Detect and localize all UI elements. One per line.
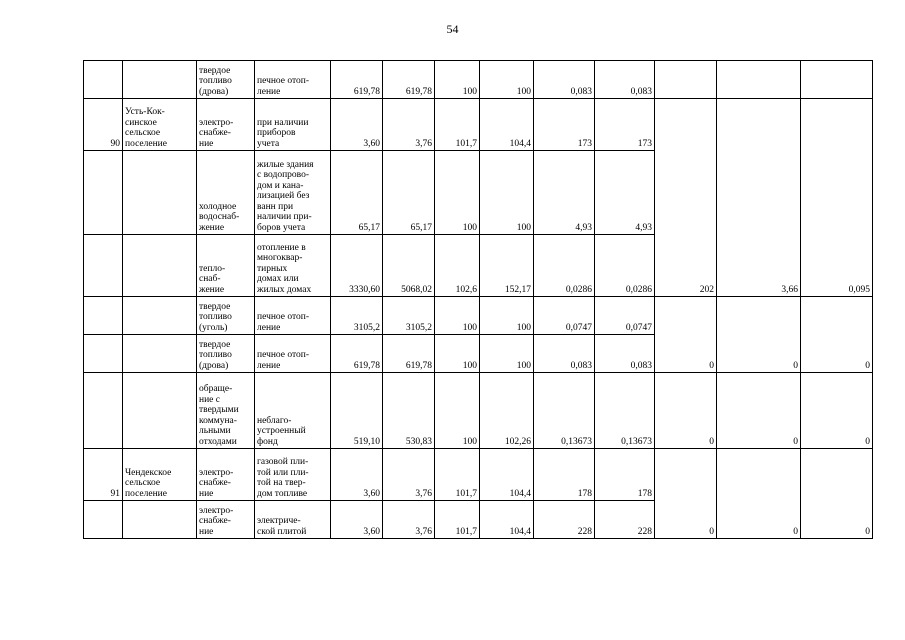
value-cell-6: [595, 151, 655, 235]
value-cell-2-text: 3,76: [415, 526, 432, 537]
value-cell-1-text: 3,60: [363, 138, 380, 149]
group-value-cell-3-text: 0: [865, 360, 870, 371]
value-cell-3-text: 101,7: [455, 526, 477, 537]
group-value-cell-1-text: 0: [709, 526, 714, 537]
value-cell-4: [480, 151, 534, 235]
condition-cell-text: электриче- ской плитой: [257, 516, 307, 537]
group-value-cell-1: [655, 297, 717, 373]
value-cell-2: [383, 235, 435, 297]
value-cell-1-text: 3,60: [363, 488, 380, 499]
value-cell-4-text: 100: [516, 322, 531, 333]
value-cell-3: [435, 61, 480, 99]
value-cell-4: [480, 297, 534, 335]
group-value-cell-2: [717, 449, 801, 539]
condition-cell-text: неблаго- устроенный фонд: [257, 415, 306, 447]
row-number-cell-text: 91: [110, 488, 120, 499]
table-row: [84, 61, 873, 99]
group-value-cell-2: [717, 297, 801, 373]
group-value-cell-1: [655, 99, 717, 297]
value-cell-6-text: 0,0286: [625, 284, 652, 295]
value-cell-3-text: 100: [462, 322, 477, 333]
group-value-cell-2: [717, 99, 801, 297]
value-cell-5: [534, 235, 595, 297]
row-number-cell: [84, 151, 123, 235]
value-cell-4-text: 100: [516, 222, 531, 233]
value-cell-5: [534, 297, 595, 335]
value-cell-2-text: 619,78: [405, 86, 432, 97]
value-cell-2-text: 3,76: [415, 138, 432, 149]
empty-cell: [717, 61, 801, 99]
group-value-cell-3-text: 0: [865, 436, 870, 447]
value-cell-2: [383, 61, 435, 99]
value-cell-2-text: 65,17: [410, 222, 432, 233]
value-cell-5-text: 0,13673: [561, 436, 592, 447]
value-cell-6: [595, 297, 655, 335]
value-cell-3-text: 100: [462, 436, 477, 447]
service-cell-text: электро- снабже- ние: [199, 117, 234, 149]
settlement-cell: [123, 297, 197, 335]
value-cell-2-text: 3,76: [415, 488, 432, 499]
service-cell-text: обраще- ние с твердыми коммуна- льными отходами: [199, 384, 239, 447]
service-cell-text: холодное водоснаб- жение: [199, 201, 240, 233]
value-cell-4: [480, 335, 534, 373]
value-cell-6: [595, 61, 655, 99]
service-cell: [197, 373, 255, 449]
condition-cell-text: печное отоп- ление: [257, 350, 310, 371]
value-cell-1: [331, 151, 383, 235]
group-value-cell-2-text: 0: [793, 526, 798, 537]
group-value-cell-3-text: 0,095: [848, 284, 870, 295]
empty-cell: [801, 61, 873, 99]
value-cell-3-text: 101,7: [455, 488, 477, 499]
condition-cell: [255, 235, 331, 297]
service-cell-text: твердое топливо (дрова): [199, 65, 232, 97]
value-cell-6: [595, 335, 655, 373]
row-number-cell-text: 90: [110, 138, 120, 149]
row-number-cell: [84, 373, 123, 449]
condition-cell: [255, 99, 331, 151]
value-cell-1: [331, 449, 383, 501]
value-cell-3-text: 100: [462, 360, 477, 371]
value-cell-3-text: 102,6: [455, 284, 477, 295]
value-cell-6: [595, 235, 655, 297]
value-cell-4-text: 100: [516, 360, 531, 371]
condition-cell-text: печное отоп- ление: [257, 312, 310, 333]
condition-cell: [255, 449, 331, 501]
value-cell-3: [435, 373, 480, 449]
condition-cell: [255, 373, 331, 449]
value-cell-5: [534, 61, 595, 99]
value-cell-4: [480, 501, 534, 539]
value-cell-5: [534, 151, 595, 235]
value-cell-4-text: 152,17: [504, 284, 531, 295]
group-value-cell-3: [801, 449, 873, 539]
settlement-cell: [123, 373, 197, 449]
value-cell-2-text: 3105,2: [405, 322, 432, 333]
value-cell-1-text: 519,10: [353, 436, 380, 447]
value-cell-6-text: 0,083: [630, 360, 652, 371]
group-value-cell-2: [717, 373, 801, 449]
service-cell: [197, 335, 255, 373]
tariff-table: [83, 60, 873, 539]
group-value-cell-3: [801, 373, 873, 449]
value-cell-1: [331, 297, 383, 335]
value-cell-3: [435, 449, 480, 501]
empty-cell: [655, 61, 717, 99]
service-cell-text: твердое топливо (уголь): [199, 301, 232, 333]
value-cell-1: [331, 373, 383, 449]
settlement-cell: [123, 449, 197, 501]
service-cell: [197, 449, 255, 501]
value-cell-4: [480, 99, 534, 151]
condition-cell: [255, 297, 331, 335]
value-cell-3: [435, 297, 480, 335]
service-cell-text: тепло- снаб- жение: [199, 263, 226, 295]
value-cell-2-text: 5068,02: [401, 284, 432, 295]
value-cell-2: [383, 335, 435, 373]
row-number-cell: [84, 99, 123, 151]
value-cell-5: [534, 501, 595, 539]
value-cell-5-text: 4,93: [575, 222, 592, 233]
table-row: [84, 99, 873, 151]
value-cell-6: [595, 99, 655, 151]
value-cell-6: [595, 501, 655, 539]
settlement-cell-text: Усть-Кок- синское сельское поселение: [125, 107, 167, 149]
value-cell-1: [331, 61, 383, 99]
row-number-cell: [84, 297, 123, 335]
value-cell-4-text: 102,26: [504, 436, 531, 447]
value-cell-4-text: 100: [516, 86, 531, 97]
value-cell-3-text: 100: [462, 222, 477, 233]
table-row: [84, 373, 873, 449]
group-value-cell-2-text: 0: [793, 360, 798, 371]
table-row: [84, 449, 873, 501]
condition-cell: [255, 151, 331, 235]
group-value-cell-1-text: 202: [699, 284, 714, 295]
value-cell-5-text: 0,083: [570, 86, 592, 97]
value-cell-5: [534, 335, 595, 373]
table-row: [84, 297, 873, 335]
group-value-cell-2-text: 3,66: [781, 284, 798, 295]
value-cell-2: [383, 373, 435, 449]
value-cell-2: [383, 449, 435, 501]
group-value-cell-1-text: 0: [709, 360, 714, 371]
group-value-cell-1-text: 0: [709, 436, 714, 447]
service-cell: [197, 151, 255, 235]
group-value-cell-1: [655, 449, 717, 539]
value-cell-4: [480, 373, 534, 449]
condition-cell: [255, 501, 331, 539]
service-cell: [197, 235, 255, 297]
value-cell-3-text: 101,7: [455, 138, 477, 149]
value-cell-3: [435, 335, 480, 373]
value-cell-5-text: 173: [577, 138, 592, 149]
value-cell-4-text: 104,4: [509, 488, 531, 499]
value-cell-3: [435, 151, 480, 235]
condition-cell: [255, 335, 331, 373]
value-cell-1-text: 3,60: [363, 526, 380, 537]
value-cell-2-text: 619,78: [405, 360, 432, 371]
service-cell: [197, 99, 255, 151]
value-cell-1-text: 65,17: [358, 222, 380, 233]
value-cell-6-text: 0,083: [630, 86, 652, 97]
row-number-cell: [84, 235, 123, 297]
value-cell-5: [534, 373, 595, 449]
value-cell-2: [383, 501, 435, 539]
service-cell-text: электро- снабже- ние: [199, 505, 234, 537]
value-cell-1-text: 619,78: [353, 86, 380, 97]
value-cell-4: [480, 449, 534, 501]
page-number: 54: [446, 22, 459, 36]
settlement-cell: [123, 235, 197, 297]
value-cell-3: [435, 235, 480, 297]
service-cell: [197, 297, 255, 335]
value-cell-6-text: 0,0747: [625, 322, 652, 333]
value-cell-5-text: 0,0747: [565, 322, 592, 333]
settlement-cell: [123, 99, 197, 151]
group-value-cell-3: [801, 99, 873, 297]
value-cell-3: [435, 99, 480, 151]
value-cell-6-text: 0,13673: [621, 436, 652, 447]
condition-cell: [255, 61, 331, 99]
settlement-cell: [123, 501, 197, 539]
value-cell-3: [435, 501, 480, 539]
value-cell-2-text: 530,83: [405, 436, 432, 447]
settlement-cell: [123, 151, 197, 235]
value-cell-6: [595, 373, 655, 449]
value-cell-5-text: 178: [577, 488, 592, 499]
row-number-cell: [84, 501, 123, 539]
settlement-cell-text: Чендекское сельское поселение: [125, 467, 172, 499]
service-cell: [197, 61, 255, 99]
group-value-cell-1: [655, 373, 717, 449]
value-cell-2: [383, 297, 435, 335]
value-cell-4: [480, 61, 534, 99]
group-value-cell-2-text: 0: [793, 436, 798, 447]
value-cell-2: [383, 151, 435, 235]
value-cell-5-text: 0,0286: [565, 284, 592, 295]
value-cell-5-text: 0,083: [570, 360, 592, 371]
service-cell-text: электро- снабже- ние: [199, 467, 234, 499]
value-cell-4-text: 104,4: [509, 138, 531, 149]
condition-cell-text: при наличии приборов учета: [257, 117, 309, 149]
value-cell-4: [480, 235, 534, 297]
value-cell-5: [534, 99, 595, 151]
group-value-cell-3: [801, 297, 873, 373]
value-cell-6-text: 178: [637, 488, 652, 499]
value-cell-1-text: 3105,2: [353, 322, 380, 333]
condition-cell-text: отопление в многоквар- тирных домах или жилых домах: [257, 242, 312, 295]
group-value-cell-3-text: 0: [865, 526, 870, 537]
value-cell-1: [331, 501, 383, 539]
value-cell-1: [331, 99, 383, 151]
row-number-cell: [84, 61, 123, 99]
value-cell-2: [383, 99, 435, 151]
value-cell-6-text: 173: [637, 138, 652, 149]
row-number-cell: [84, 335, 123, 373]
value-cell-6-text: 4,93: [635, 222, 652, 233]
service-cell: [197, 501, 255, 539]
value-cell-5: [534, 449, 595, 501]
value-cell-1: [331, 235, 383, 297]
settlement-cell: [123, 61, 197, 99]
settlement-cell: [123, 335, 197, 373]
condition-cell-text: печное отоп- ление: [257, 76, 310, 97]
value-cell-3-text: 100: [462, 86, 477, 97]
condition-cell-text: жилые здания с водопрово- дом и кана- лизацией без ванн при наличии при- боров учета: [257, 159, 314, 233]
row-number-cell: [84, 449, 123, 501]
value-cell-1: [331, 335, 383, 373]
value-cell-6: [595, 449, 655, 501]
value-cell-4-text: 104,4: [509, 526, 531, 537]
value-cell-1-text: 3330,60: [349, 284, 380, 295]
value-cell-1-text: 619,78: [353, 360, 380, 371]
value-cell-6-text: 228: [637, 526, 652, 537]
service-cell-text: твердое топливо (дрова): [199, 339, 232, 371]
condition-cell-text: газовой пли- той или пли- той на твер- дом топливе: [257, 457, 309, 499]
value-cell-5-text: 228: [577, 526, 592, 537]
